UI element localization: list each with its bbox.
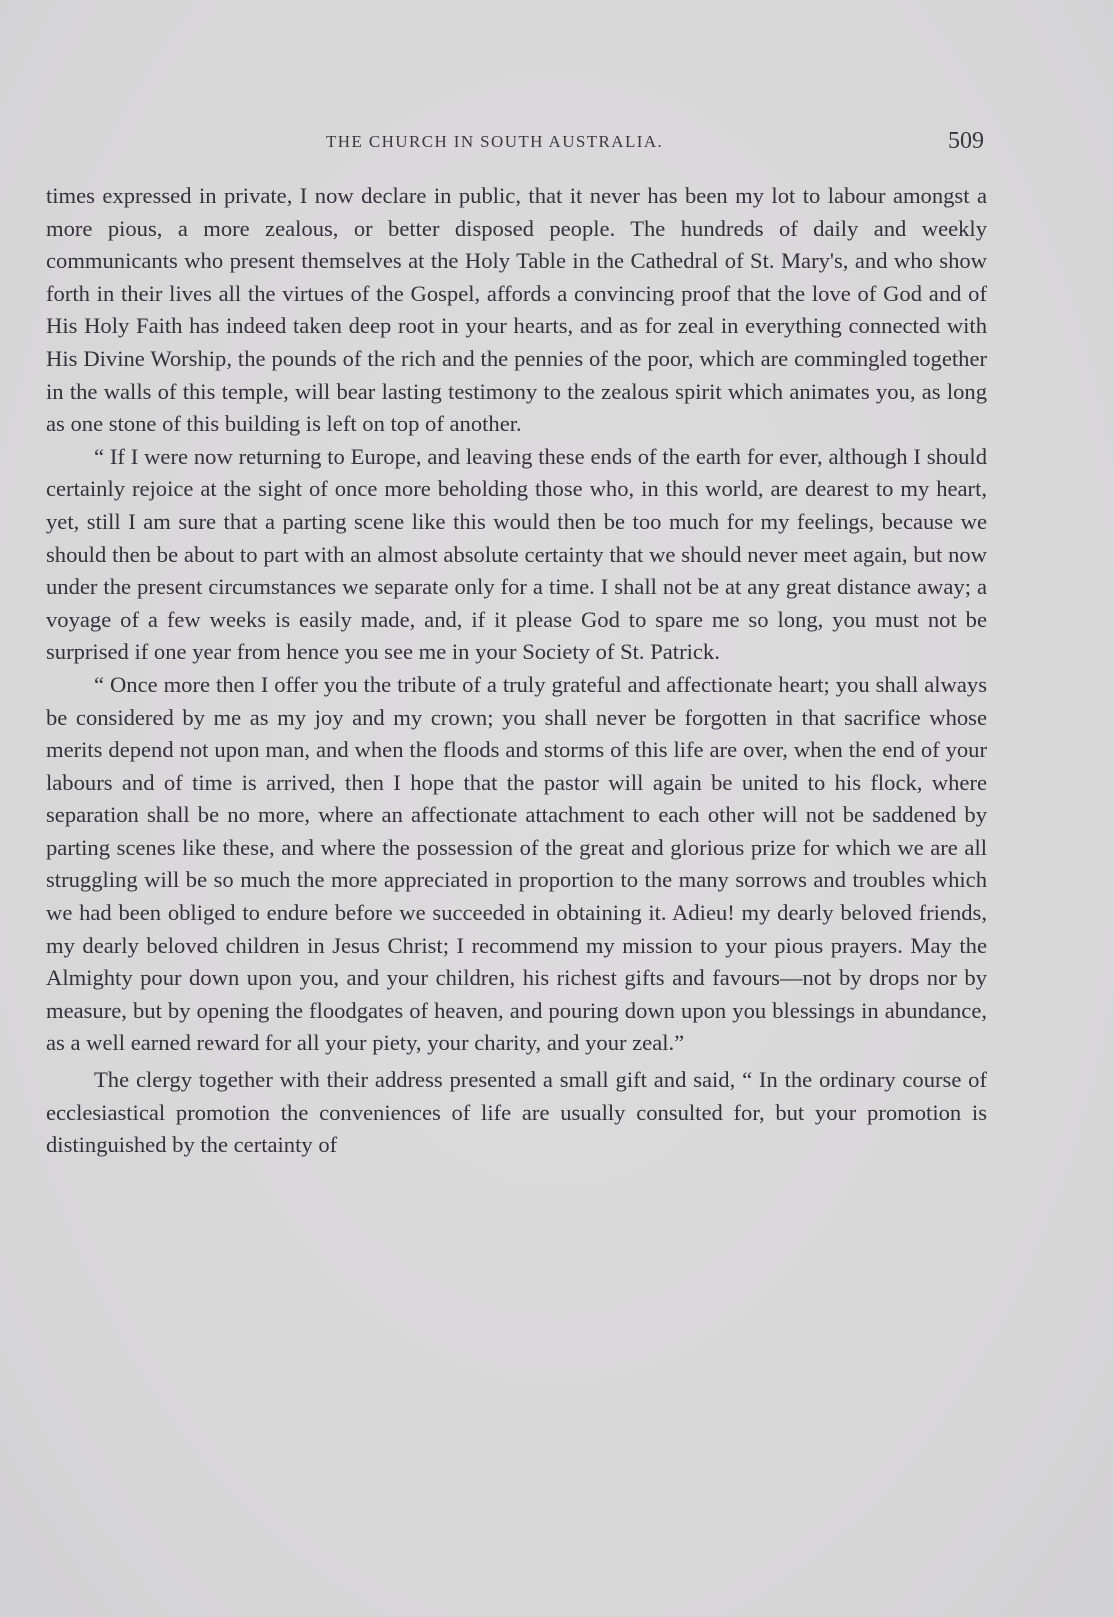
paragraph-europe: “ If I were now returning to Europe, and leaving these ends of the earth for ever, although I should certainly rejoice at the sight of once more beholding those who, in this world, are dearest to my heart, yet, still I am sure that a parting scene like this would then be too much for my feelings, because we should then be about to part with an almost absolute certainty that we should never meet again, but now under the present circumstances we separate only for a time. I shall not be at any great distance away; a voyage of a few weeks is easily made, and, if it please God to spare me so long, you must not be surprised if one year from hence you see me in your Society of St. Patrick.: [46, 443, 987, 665]
running-title: THE CHURCH IN SOUTH AUSTRALIA.: [326, 132, 664, 151]
body-text: [46, 180, 987, 1162]
page-number: 509: [948, 128, 984, 154]
paragraph-clergy: The clergy together with their address presented a small gift and said, “ In the ordinary course of ecclesiastical promotion the conveniences of life are usually consulted for, but your promotion is distinguished by the certainty of: [46, 1067, 987, 1158]
paragraph-farewell: “ Once more then I offer you the tribute of a truly grateful and affectionate heart; you shall always be considered by me as my joy and my crown; you shall never be forgotten in that sacrifice whose merits depend not upon man, and when the floods and storms of this life are over, when the end of your labours and of time is arrived, then I hope that the pastor will again be united to his flock, where separation shall be no more, where an affectionate attachment to each other will not be saddened by parting scenes like these, and where the possession of the great and glorious prize for which we are all struggling will be so much the more appreciated in proportion to the many sorrows and troubles which we had been obliged to endure before we succeeded in obtaining it. Adieu! my dearly beloved friends, my dearly beloved children in Jesus Christ; I recommend my mission to your pious prayers. May the Almighty pour down upon you, and your children, his richest gifts and favours—not by drops nor by measure, but by opening the floodgates of heaven, and pouring down upon you blessings in abundance, as a well earned reward for all your piety, your charity, and your zeal.”: [46, 671, 987, 1056]
running-head: [0, 128, 1114, 156]
paragraph-continuation: times expressed in private, I now declare in public, that it never has been my lot to labour amongst a more pious, a more zealous, or better disposed people. The hundreds of daily and weekly communicants who present themselves at the Holy Table in the Cathedral of St. Mary's, and who show forth in their lives all the virtues of the Gospel, affords a convincing proof that the love of God and of His Holy Faith has indeed taken deep root in your hearts, and as for zeal in everything connected with His Divine Worship, the pounds of the rich and the pennies of the poor, which are commingled together in the walls of this temple, will bear lasting testimony to the zealous spirit which animates you, as long as one stone of this building is left on top of another.: [46, 183, 987, 437]
